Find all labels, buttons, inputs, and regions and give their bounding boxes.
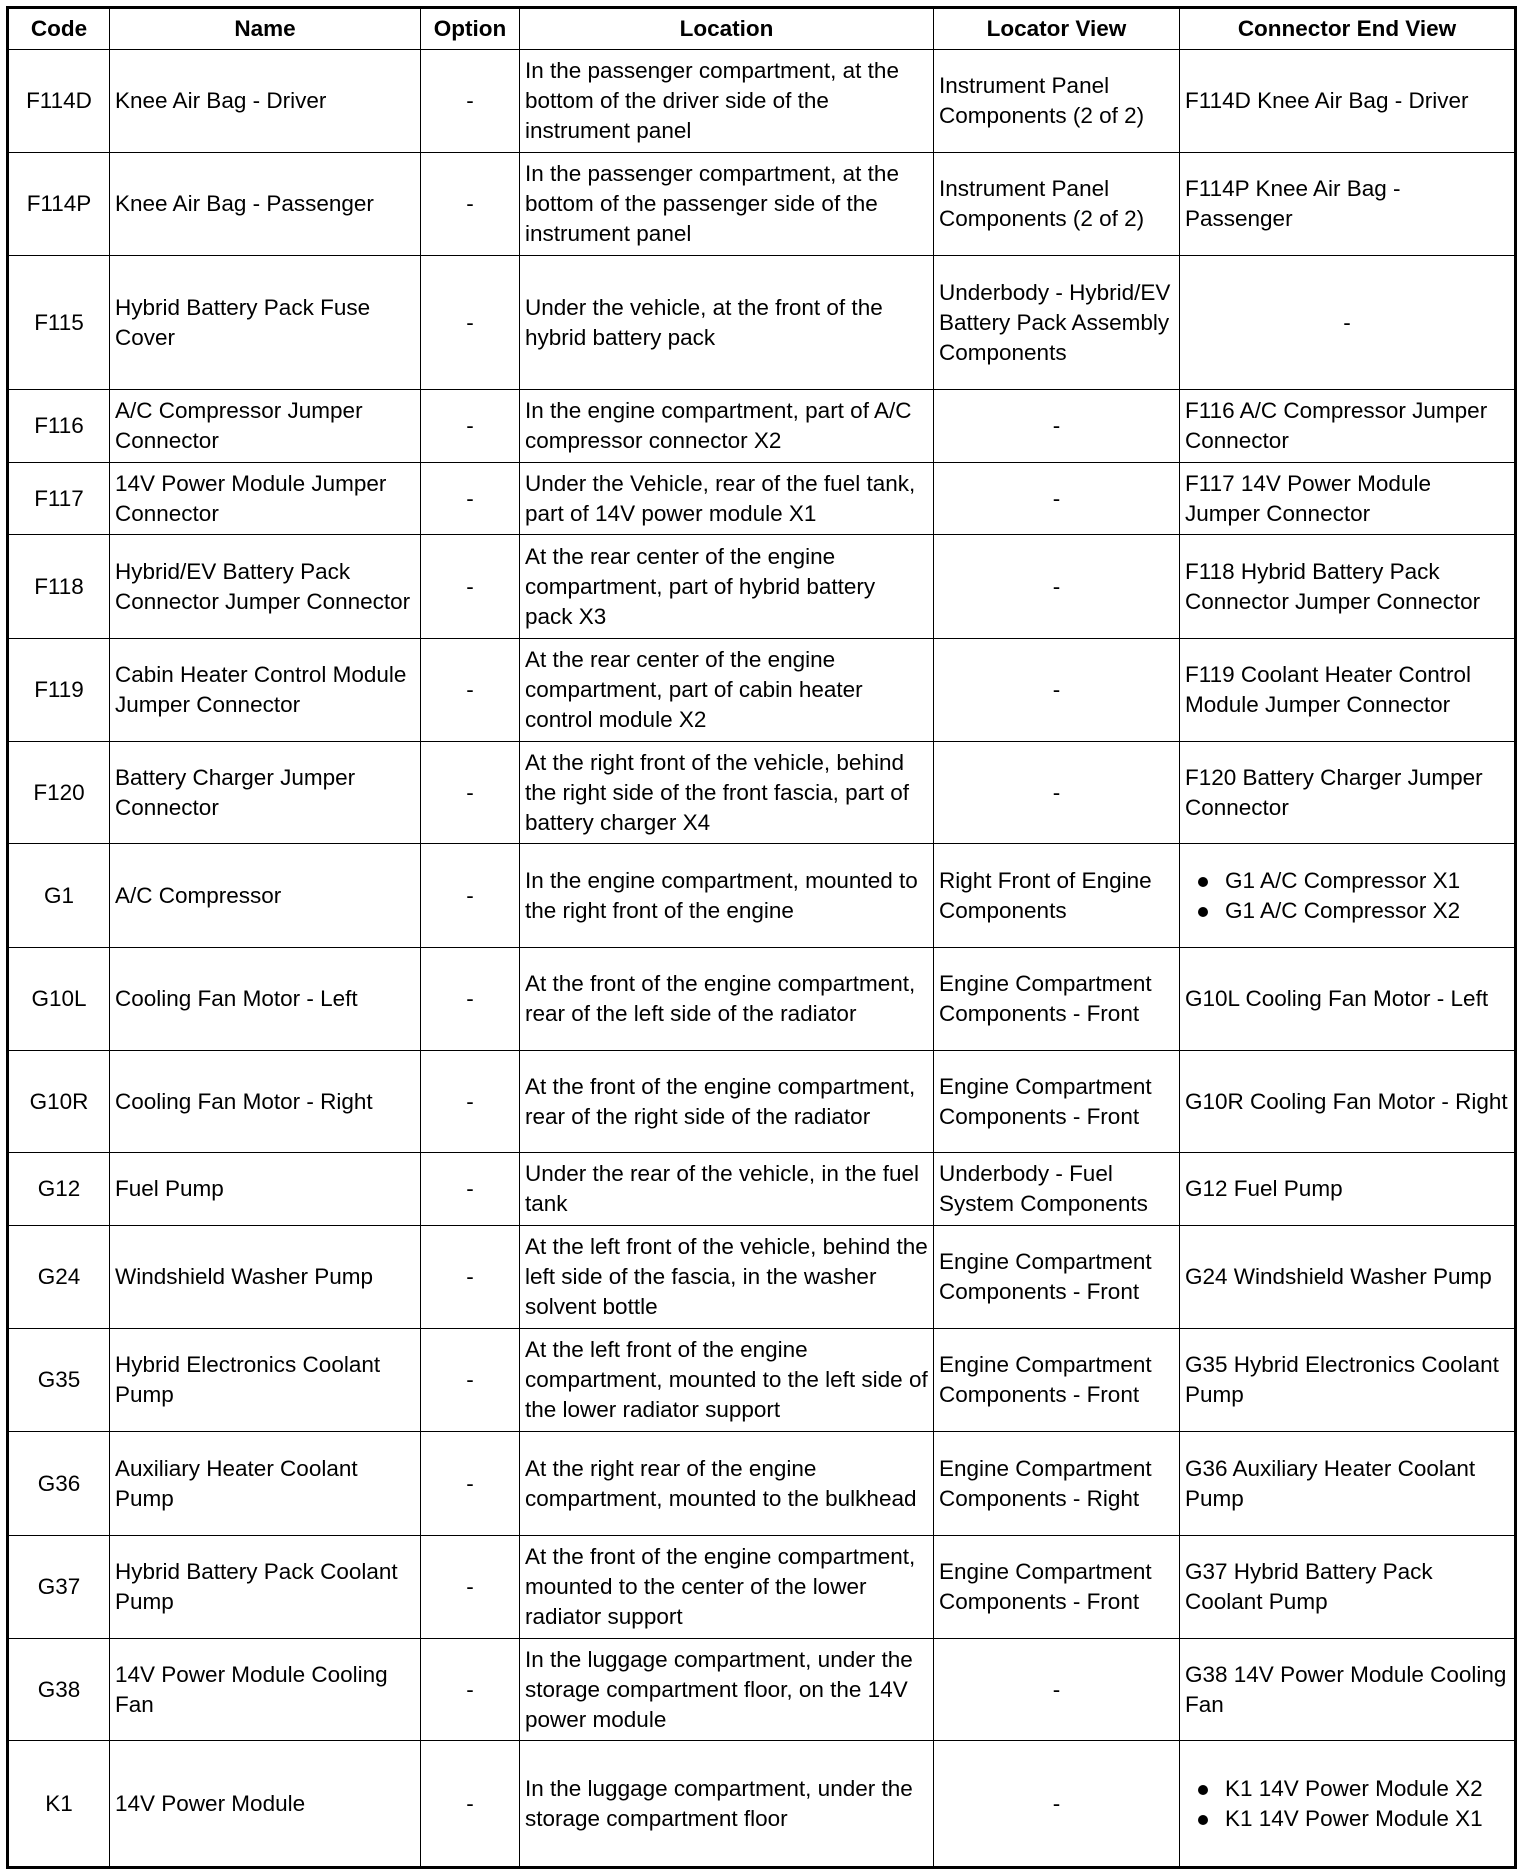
cell-code: F115 [8, 256, 110, 390]
table-row [8, 1226, 1516, 1329]
connector-text: F118 Hybrid Battery Pack Connector Jumper Connector [1185, 558, 1481, 614]
connector-text: G10R Cooling Fan Motor - Right [1185, 1088, 1508, 1114]
cell-connector [1180, 390, 1516, 463]
cell-location: Under the rear of the vehicle, in the fuel tank [520, 1153, 934, 1226]
connector-list [1185, 1774, 1509, 1834]
connector-list-item: K1 14V Power Module X1 [1225, 1804, 1509, 1834]
table-row [8, 1051, 1516, 1153]
cell-connector [1180, 1536, 1516, 1639]
cell-location: Under the vehicle, at the front of the hybrid battery pack [520, 256, 934, 390]
table-row [8, 390, 1516, 463]
cell-name: Hybrid/EV Battery Pack Connector Jumper Connector [110, 535, 421, 639]
cell-code: F117 [8, 463, 110, 535]
cell-connector [1180, 256, 1516, 390]
cell-code: G12 [8, 1153, 110, 1226]
table-row [8, 639, 1516, 742]
table-row [8, 153, 1516, 256]
cell-option: - [421, 256, 520, 390]
table-row [8, 1329, 1516, 1432]
cell-code: F118 [8, 535, 110, 639]
cell-connector [1180, 948, 1516, 1051]
cell-locator: Engine Compartment Components - Front [934, 1226, 1180, 1329]
cell-location: At the left front of the engine compartment, mounted to the left side of the lower radiator support [520, 1329, 934, 1432]
cell-locator: Engine Compartment Components - Front [934, 1329, 1180, 1432]
connector-text: F119 Coolant Heater Control Module Jumper Connector [1185, 662, 1471, 717]
cell-connector [1180, 1226, 1516, 1329]
cell-code: G10R [8, 1051, 110, 1153]
connector-text: G24 Windshield Washer Pump [1185, 1264, 1492, 1289]
cell-code: G1 [8, 844, 110, 948]
cell-locator: - [934, 1639, 1180, 1741]
cell-locator: Underbody - Hybrid/EV Battery Pack Assembly Components [934, 256, 1180, 390]
cell-option: - [421, 948, 520, 1051]
cell-location: In the passenger compartment, at the bottom of the driver side of the instrument panel [520, 50, 934, 153]
cell-connector [1180, 742, 1516, 844]
cell-code: G38 [8, 1639, 110, 1741]
cell-connector [1180, 1432, 1516, 1536]
connector-text: F114P Knee Air Bag - Passenger [1185, 176, 1401, 231]
column-header-option: Option [421, 8, 520, 50]
cell-code: G10L [8, 948, 110, 1051]
cell-locator: Engine Compartment Components - Front [934, 1051, 1180, 1153]
connector-text: F120 Battery Charger Jumper Connector [1185, 764, 1483, 820]
cell-name: Knee Air Bag - Passenger [110, 153, 421, 256]
cell-option: - [421, 1329, 520, 1432]
cell-option: - [421, 639, 520, 742]
cell-option: - [421, 463, 520, 535]
cell-location: At the front of the engine compartment, rear of the left side of the radiator [520, 948, 934, 1051]
column-header-connector-end-view: Connector End View [1180, 8, 1516, 50]
cell-locator: Engine Compartment Components - Front [934, 948, 1180, 1051]
cell-locator: Right Front of Engine Components [934, 844, 1180, 948]
connector-text: F117 14V Power Module Jumper Connector [1185, 470, 1431, 526]
cell-option: - [421, 1226, 520, 1329]
cell-code: K1 [8, 1741, 110, 1868]
cell-locator: - [934, 742, 1180, 844]
cell-connector [1180, 1741, 1516, 1868]
cell-locator: - [934, 639, 1180, 742]
cell-option: - [421, 535, 520, 639]
cell-code: F114D [8, 50, 110, 153]
connector-text: F116 A/C Compressor Jumper Connector [1185, 398, 1488, 453]
connector-list-item: K1 14V Power Module X2 [1225, 1774, 1509, 1804]
connector-list-item: G1 A/C Compressor X1 [1225, 866, 1509, 896]
table-row [8, 742, 1516, 844]
connector-text: G10L Cooling Fan Motor - Left [1185, 986, 1489, 1011]
cell-name: Auxiliary Heater Coolant Pump [110, 1432, 421, 1536]
cell-location: At the right rear of the engine compartment, mounted to the bulkhead [520, 1432, 934, 1536]
cell-connector [1180, 1329, 1516, 1432]
cell-code: F116 [8, 390, 110, 463]
cell-option: - [421, 742, 520, 844]
cell-code: F120 [8, 742, 110, 844]
cell-code: G35 [8, 1329, 110, 1432]
connector-text: G38 14V Power Module Cooling Fan [1185, 1661, 1507, 1717]
cell-connector [1180, 1153, 1516, 1226]
cell-location: At the left front of the vehicle, behind the left side of the fascia, in the washer solvent bottle [520, 1226, 934, 1329]
connector-list [1185, 866, 1509, 926]
cell-option: - [421, 844, 520, 948]
cell-location: In the passenger compartment, at the bottom of the passenger side of the instrument panel [520, 153, 934, 256]
table-row [8, 463, 1516, 535]
cell-locator: - [934, 463, 1180, 535]
cell-option: - [421, 1741, 520, 1868]
cell-locator: - [934, 1741, 1180, 1868]
connector-list-item: G1 A/C Compressor X2 [1225, 896, 1509, 926]
cell-name: Hybrid Electronics Coolant Pump [110, 1329, 421, 1432]
connector-text: G12 Fuel Pump [1185, 1176, 1343, 1201]
cell-connector [1180, 639, 1516, 742]
cell-connector [1180, 844, 1516, 948]
cell-locator: - [934, 390, 1180, 463]
cell-option: - [421, 1639, 520, 1741]
cell-option: - [421, 390, 520, 463]
cell-name: Cabin Heater Control Module Jumper Connector [110, 639, 421, 742]
connector-text: G37 Hybrid Battery Pack Coolant Pump [1185, 1559, 1433, 1614]
cell-code: G37 [8, 1536, 110, 1639]
cell-location: At the front of the engine compartment, mounted to the center of the lower radiator support [520, 1536, 934, 1639]
cell-locator: - [934, 535, 1180, 639]
table-row [8, 948, 1516, 1051]
cell-location: Under the Vehicle, rear of the fuel tank, part of 14V power module X1 [520, 463, 934, 535]
cell-location: In the engine compartment, mounted to the right front of the engine [520, 844, 934, 948]
cell-option: - [421, 1536, 520, 1639]
cell-name: Fuel Pump [110, 1153, 421, 1226]
cell-locator: Engine Compartment Components - Right [934, 1432, 1180, 1536]
cell-connector [1180, 1639, 1516, 1741]
cell-location: At the rear center of the engine compartment, part of cabin heater control module X2 [520, 639, 934, 742]
connector-text: F114D Knee Air Bag - Driver [1185, 88, 1469, 113]
cell-code: G24 [8, 1226, 110, 1329]
cell-code: G36 [8, 1432, 110, 1536]
column-header-locator-view: Locator View [934, 8, 1180, 50]
cell-option: - [421, 1432, 520, 1536]
table-row [8, 535, 1516, 639]
table-row [8, 256, 1516, 390]
cell-name: Battery Charger Jumper Connector [110, 742, 421, 844]
cell-code: F119 [8, 639, 110, 742]
cell-connector [1180, 463, 1516, 535]
connector-text: - [1343, 309, 1351, 335]
cell-name: 14V Power Module Jumper Connector [110, 463, 421, 535]
cell-name: Cooling Fan Motor - Right [110, 1051, 421, 1153]
cell-connector [1180, 50, 1516, 153]
cell-name: Hybrid Battery Pack Coolant Pump [110, 1536, 421, 1639]
cell-name: A/C Compressor Jumper Connector [110, 390, 421, 463]
cell-location: In the luggage compartment, under the storage compartment floor, on the 14V power module [520, 1639, 934, 1741]
connector-text: G36 Auxiliary Heater Coolant Pump [1185, 1455, 1476, 1511]
column-header-name: Name [110, 8, 421, 50]
cell-connector [1180, 153, 1516, 256]
table-row [8, 844, 1516, 948]
table-row [8, 1741, 1516, 1868]
cell-code: F114P [8, 153, 110, 256]
cell-name: Hybrid Battery Pack Fuse Cover [110, 256, 421, 390]
header-row [8, 8, 1516, 50]
cell-name: Cooling Fan Motor - Left [110, 948, 421, 1051]
cell-locator: Instrument Panel Components (2 of 2) [934, 50, 1180, 153]
table-row [8, 1639, 1516, 1741]
cell-location: At the front of the engine compartment, rear of the right side of the radiator [520, 1051, 934, 1153]
cell-location: In the engine compartment, part of A/C compressor connector X2 [520, 390, 934, 463]
cell-option: - [421, 1153, 520, 1226]
cell-connector [1180, 1051, 1516, 1153]
component-locator-table [6, 6, 1517, 1869]
cell-locator: Instrument Panel Components (2 of 2) [934, 153, 1180, 256]
table-row [8, 1536, 1516, 1639]
table-row [8, 1153, 1516, 1226]
cell-name: 14V Power Module [110, 1741, 421, 1868]
table-row [8, 1432, 1516, 1536]
cell-option: - [421, 153, 520, 256]
cell-location: At the rear center of the engine compartment, part of hybrid battery pack X3 [520, 535, 934, 639]
table-row [8, 50, 1516, 153]
cell-connector [1180, 535, 1516, 639]
cell-locator: Engine Compartment Components - Front [934, 1536, 1180, 1639]
connector-text: G35 Hybrid Electronics Coolant Pump [1185, 1352, 1499, 1407]
cell-location: At the right front of the vehicle, behind the right side of the front fascia, part of battery charger X4 [520, 742, 934, 844]
cell-option: - [421, 50, 520, 153]
cell-name: 14V Power Module Cooling Fan [110, 1639, 421, 1741]
cell-name: Windshield Washer Pump [110, 1226, 421, 1329]
cell-option: - [421, 1051, 520, 1153]
cell-name: A/C Compressor [110, 844, 421, 948]
column-header-location: Location [520, 8, 934, 50]
cell-locator: Underbody - Fuel System Components [934, 1153, 1180, 1226]
cell-name: Knee Air Bag - Driver [110, 50, 421, 153]
column-header-code: Code [8, 8, 110, 50]
cell-location: In the luggage compartment, under the storage compartment floor [520, 1741, 934, 1868]
